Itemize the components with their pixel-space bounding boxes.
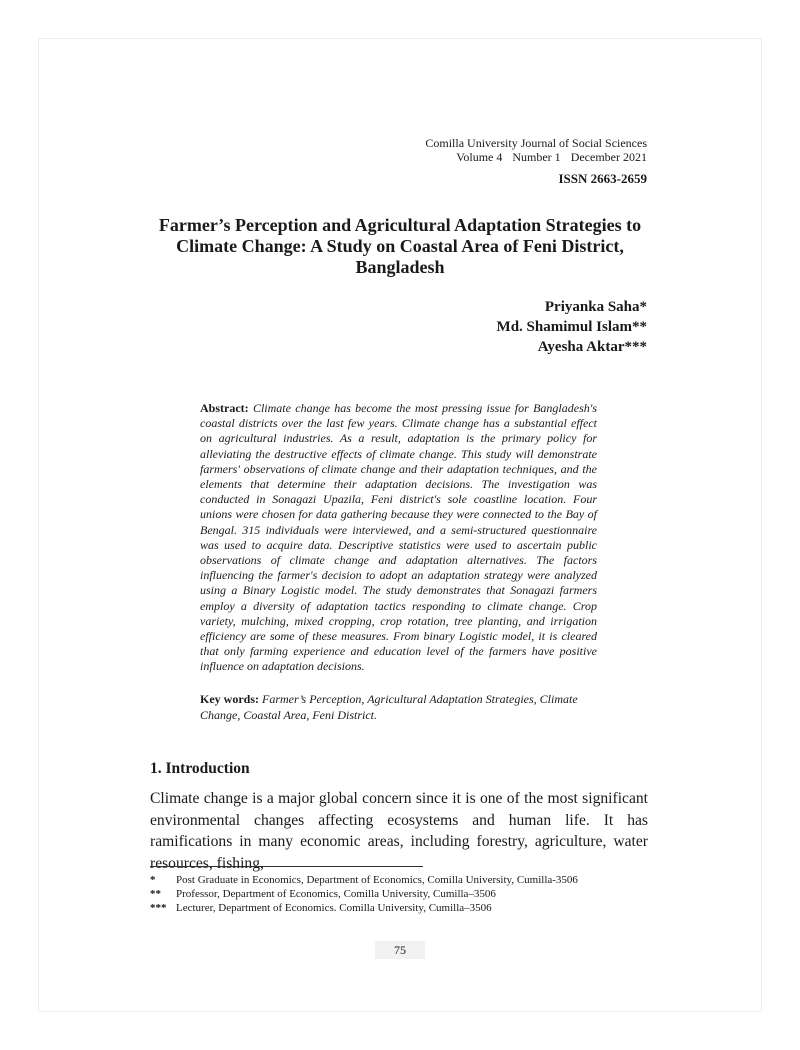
author-list (497, 297, 647, 357)
section-heading: 1. Introduction (150, 760, 250, 777)
abstract-label: Abstract: (200, 401, 249, 415)
footnote-text: Lecturer, Department of Economics. Comilla University, Cumilla–3506 (176, 902, 492, 914)
journal-volume: Volume 4 (456, 150, 503, 164)
footnote (150, 887, 578, 901)
page-number: 75 (375, 941, 425, 959)
journal-name: Comilla University Journal of Social Sciences (425, 136, 647, 150)
abstract (200, 401, 597, 675)
keywords-text: Farmer’s Perception, Agricultural Adaptation Strategies, Climate Change, Coastal Area, Feni District. (200, 692, 578, 722)
author: Md. Shamimul Islam** (496, 319, 647, 335)
footnote-mark: * (150, 874, 156, 886)
footnote (150, 901, 578, 915)
journal-issue (425, 150, 647, 164)
keywords (200, 692, 597, 723)
abstract-text: Climate change has become the most pressing issue for Bangladesh's coastal districts over the last few years. Climate change has a substantial effect on agricultural industries. As a result, adaptation is the primary policy for alleviating the destructive effects of climate change. This study will demonstrate farmers' observations of climate change and their adaptation techniques, and the elements that determine their adaptation decisions. The investigation was conducted in Sonagazi Upazila, Feni district's sole coastline location. Four unions were chosen for data gathering because they were connected to the Bay of Bengal. 315 individuals were interviewed, and a semi-structured questionnaire was used to acquire data. Descriptive statistics were used to ascertain public observations of climate change and adaptation alternatives. The factors influencing the farmer's decision to adopt an adaptation strategy were analyzed using a Binary Logistic model. The study demonstrates that Sonagazi farmers employ a diversity of adaptation tactics responding to climate change. Crop variety, mulching, mixed cropping, crop rotation, tree planting, and irrigation efficiency are some of these measures. From binary Logistic model, it is cleared that only farming experience and education level of the farmers have positive influence on adaptation decisions. (200, 401, 598, 674)
footnote-divider (150, 866, 423, 867)
journal-number: Number 1 (512, 150, 561, 164)
author: Ayesha Aktar*** (537, 339, 647, 355)
paper-title: Farmer’s Perception and Agricultural Adaptation Strategies to Climate Change: A Study on Coastal Area of Feni District, Bangladesh (158, 215, 642, 277)
introduction-paragraph: Climate change is a major global concern since it is one of the most significant environmental changes affecting ecosystems and human life. It has ramifications in many economic areas, including forestry, agriculture, water resources, fishing, (150, 790, 648, 872)
journal-date: December 2021 (570, 150, 647, 164)
footnote-mark: *** (150, 902, 167, 914)
journal-header (425, 136, 647, 164)
footnote (150, 873, 578, 887)
issn: ISSN 2663-2659 (558, 171, 647, 186)
keywords-label: Key words: (200, 692, 259, 706)
footnotes (150, 873, 578, 915)
footnote-text: Post Graduate in Economics, Department of Economics, Comilla University, Cumilla-3506 (176, 874, 578, 886)
footnote-text: Professor, Department of Economics, Comilla University, Cumilla–3506 (176, 888, 496, 900)
author: Priyanka Saha* (544, 299, 647, 315)
footnote-mark: ** (150, 888, 161, 900)
